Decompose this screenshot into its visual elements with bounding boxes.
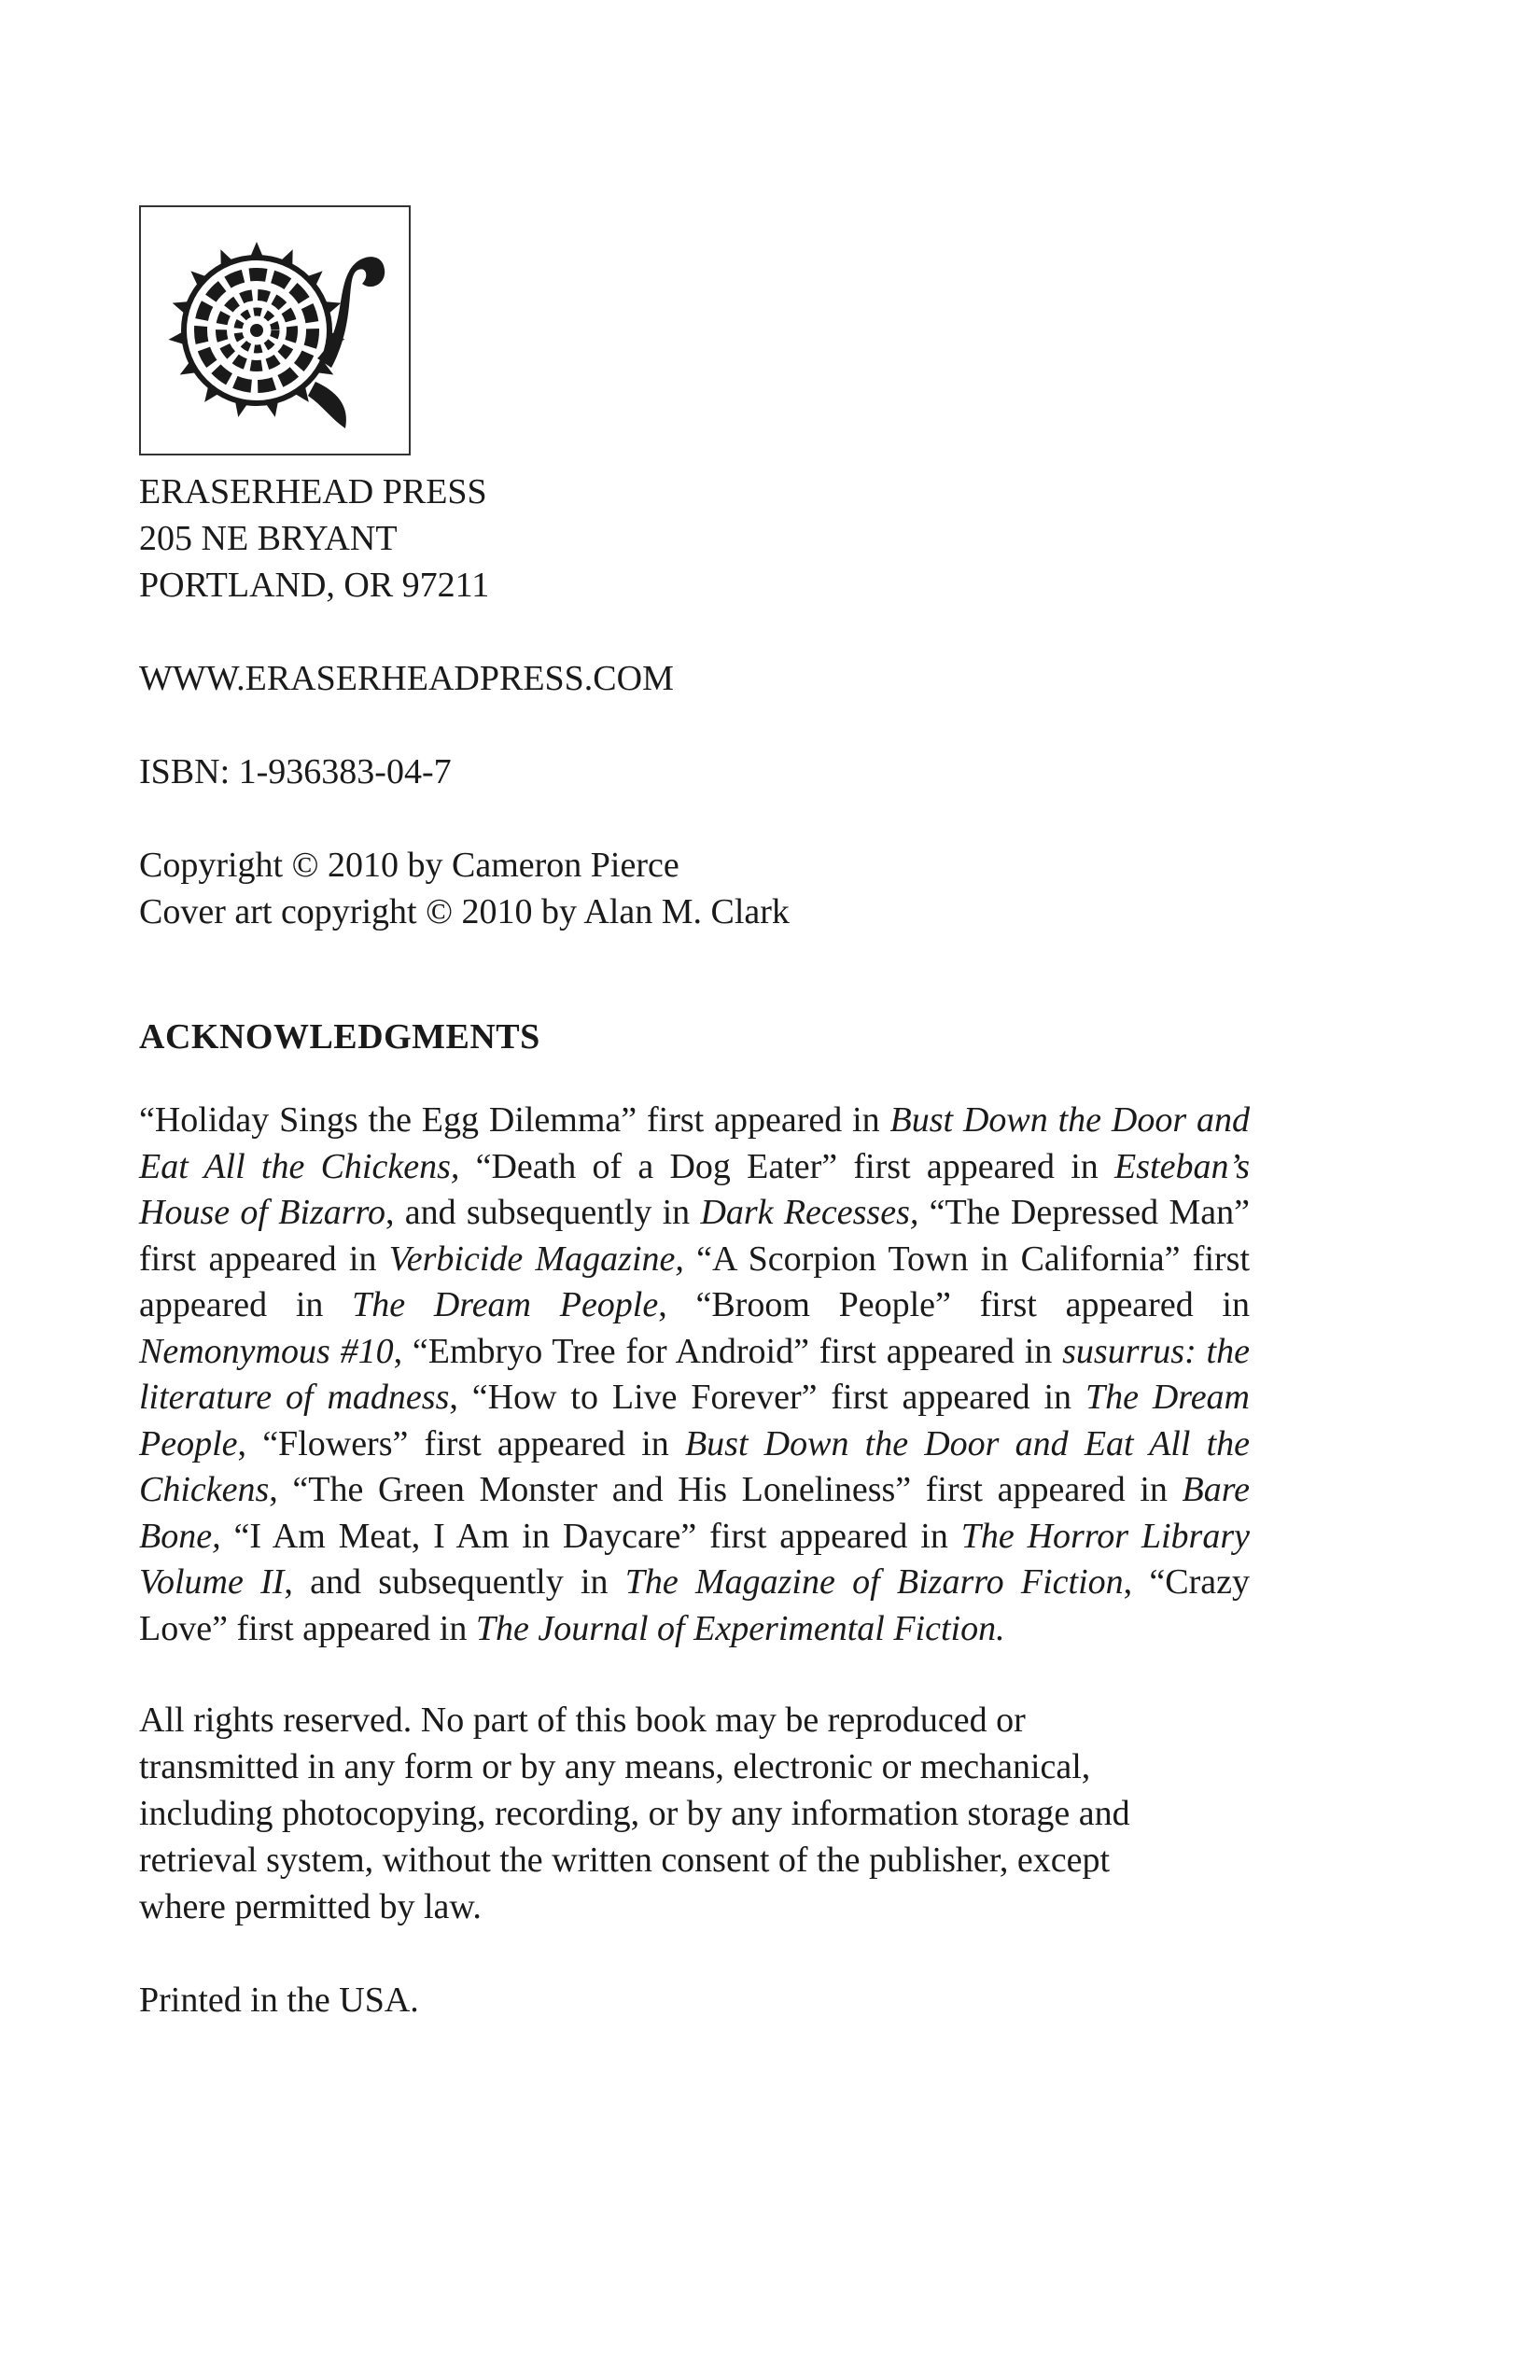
ack-segment: , “Flowers” first appeared in (237, 1423, 685, 1463)
publisher-logo (139, 205, 411, 455)
ack-title: The Horror Library Volume II (139, 1516, 1250, 1602)
copyright-line-1: Copyright © 2010 by Cameron Pierce (139, 846, 679, 885)
ack-title: Bust Down the Door and Eat All the Chickens, (139, 1100, 1250, 1186)
copyright-page (139, 205, 1259, 2023)
ack-title: Bust Down the Door and Eat All the Chickens (139, 1423, 1250, 1509)
ack-segment: “The Depressed Man” first appeared in (139, 1193, 1250, 1279)
scorpion-logo-icon (159, 218, 392, 442)
ack-segment: “I Am Meat, I Am in Daycare” first appeared in (220, 1516, 961, 1556)
rights-notice (139, 1697, 1250, 1930)
rights-line: including photocopying, recording, or by any information storage and (139, 1794, 1130, 1833)
publisher-address (139, 469, 1259, 609)
copyright-line-2: Cover art copyright © 2010 by Alan M. Clark (139, 892, 790, 931)
ack-segment: , and subsequently in (284, 1562, 625, 1602)
ack-segment: , “How to Live Forever” first appeared in (449, 1378, 1085, 1417)
address-line-1: 205 NE BRYANT (139, 519, 398, 558)
ack-segment: , “Embryo Tree for Android” first appeared in (393, 1331, 1063, 1371)
rights-line: where permitted by law. (139, 1887, 482, 1926)
printed-in: Printed in the USA. (139, 1981, 419, 2020)
ack-segment: , “The Green Monster and His Loneliness” first appeared in (269, 1470, 1183, 1509)
ack-title: The Magazine of Bizarro Fiction (624, 1562, 1124, 1602)
acknowledgments-paragraph (139, 1098, 1250, 1652)
isbn: ISBN: 1-936383-04-7 (139, 752, 452, 791)
acknowledgments-heading: ACKNOWLEDGMENTS (139, 1017, 540, 1057)
ack-title: Bare Bone, (139, 1470, 1250, 1556)
ack-segment: “Death of a Dog Eater” first appeared in (459, 1146, 1115, 1186)
copyright-notice (139, 842, 1259, 935)
ack-title: Verbicide Magazine, (388, 1239, 684, 1279)
ack-title: The Dream People (139, 1378, 1250, 1463)
address-line-2: PORTLAND, OR 97211 (139, 566, 490, 605)
ack-title: susurrus: the literature of madness (139, 1331, 1250, 1417)
ack-title: The Dream People (352, 1285, 659, 1324)
ack-segment: , and subsequently in (385, 1193, 701, 1232)
ack-title: Esteban’s House of Bizarro (139, 1146, 1250, 1232)
ack-segment: “A Scorpion Town in California” first appeared in (139, 1239, 1251, 1324)
rights-line: All rights reserved. No part of this book may be reproduced or (139, 1701, 1026, 1740)
ack-title: The Journal of Experimental Fiction. (475, 1608, 1005, 1648)
ack-title: Dark Recesses, (700, 1193, 919, 1232)
ack-segment: , “Crazy Love” first appeared in (139, 1562, 1250, 1648)
rights-line: transmitted in any form or by any means, electronic or mechanical, (139, 1747, 1091, 1786)
publisher-website: WWW.ERASERHEADPRESS.COM (139, 659, 674, 698)
publisher-name: ERASERHEAD PRESS (139, 472, 487, 511)
ack-segment: , “Broom People” first appeared in (658, 1285, 1250, 1324)
ack-segment: “Holiday Sings the Egg Dilemma” first appeared in (139, 1100, 890, 1140)
ack-title: Nemonymous #10 (139, 1331, 394, 1371)
rights-line: retrieval system, without the written consent of the publisher, except (139, 1841, 1111, 1880)
